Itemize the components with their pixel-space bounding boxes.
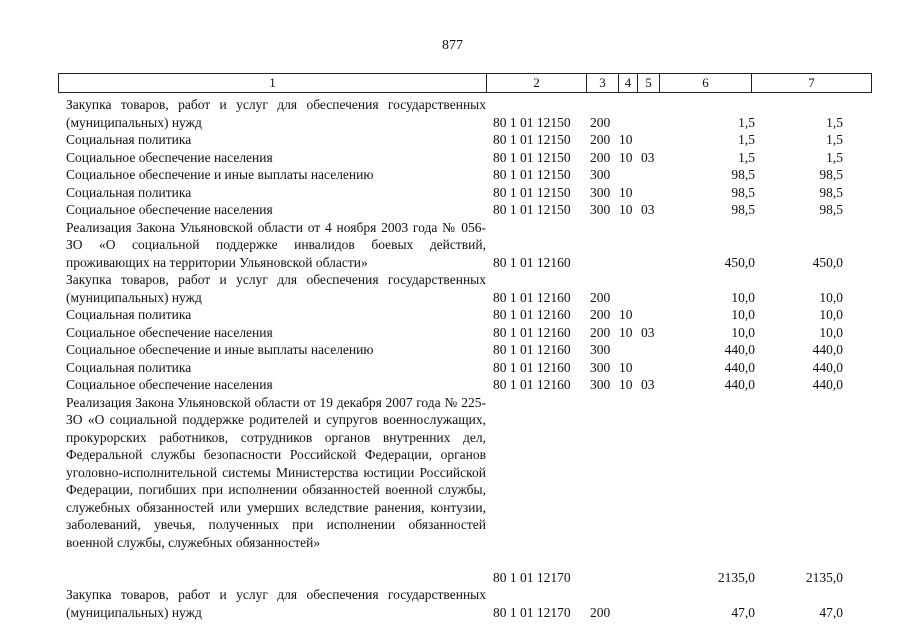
row-value-6: 98,5 — [731, 202, 755, 217]
row-name: Реализация Закона Ульяновской области от 4 ноября 2003 года № 056-ЗО «О социальной поддержке инвалидов боевых действий, проживающих на территории Ульяновской области» — [66, 219, 486, 270]
row-col-4: 10 — [619, 359, 633, 375]
row-name: Социальная политика — [66, 184, 192, 200]
row-value-6: 10,0 — [731, 289, 755, 305]
row-name: Социальное обеспечение населения — [66, 377, 273, 392]
row-value-7: 440,0 — [812, 359, 843, 375]
row-col-4: 10 — [619, 132, 633, 147]
row-value-7: 98,5 — [819, 202, 843, 217]
row-code: 80 1 01 12170 — [493, 604, 571, 620]
row-col-3: 200 — [590, 132, 611, 147]
row-code: 80 1 01 12160 — [493, 342, 571, 357]
row-value-6: 440,0 — [724, 342, 755, 357]
row-code: 80 1 01 12150 — [493, 202, 571, 217]
row-value-6: 98,5 — [731, 167, 755, 182]
row-col-3: 300 — [590, 342, 611, 357]
row-col-3: 200 — [590, 324, 611, 340]
row-code: 80 1 01 12160 — [493, 324, 571, 340]
table-row — [0, 324, 905, 342]
row-value-7: 440,0 — [812, 377, 843, 392]
row-code: 80 1 01 12160 — [493, 289, 571, 305]
row-value-6: 2135,0 — [717, 569, 755, 585]
row-col-3: 200 — [590, 307, 611, 322]
row-name: Социальная политика — [66, 359, 192, 375]
table-row — [0, 359, 905, 377]
row-value-6: 1,5 — [738, 149, 755, 165]
row-code: 80 1 01 12160 — [493, 359, 571, 375]
row-col-3: 300 — [590, 167, 611, 182]
row-name: Социальное обеспечение населения — [66, 202, 273, 217]
row-col-3: 200 — [590, 114, 611, 130]
row-value-7: 10,0 — [819, 307, 843, 322]
row-code: 80 1 01 12150 — [493, 114, 571, 130]
row-code: 80 1 01 12160 — [493, 254, 571, 270]
row-name: Закупка товаров, работ и услуг для обеспечения государственных (муниципальных) нужд — [66, 97, 486, 130]
row-value-7: 1,5 — [826, 132, 843, 147]
row-value-6: 450,0 — [724, 254, 755, 270]
row-value-6: 440,0 — [724, 377, 755, 392]
row-col-3: 300 — [590, 377, 611, 392]
row-value-7: 1,5 — [826, 149, 843, 165]
header-col-5: 5 — [637, 74, 659, 92]
row-value-7: 47,0 — [819, 604, 843, 620]
table-row — [0, 394, 905, 587]
table-body — [0, 96, 905, 621]
row-code: 80 1 01 12150 — [493, 149, 571, 165]
row-name: Социальное обеспечение населения — [66, 324, 273, 340]
row-col-3: 200 — [590, 604, 611, 620]
row-col-5: 03 — [641, 377, 655, 392]
row-col-3: 200 — [590, 149, 611, 165]
table-row — [0, 271, 905, 306]
table-row — [0, 201, 905, 219]
row-value-7: 450,0 — [812, 254, 843, 270]
row-value-7: 98,5 — [819, 167, 843, 182]
row-name: Закупка товаров, работ и услуг для обеспечения государственных (муниципальных) нужд — [66, 587, 486, 620]
row-col-4: 10 — [619, 202, 633, 217]
table-row — [0, 586, 905, 621]
table-row — [0, 184, 905, 202]
row-col-5: 03 — [641, 149, 655, 165]
row-value-7: 440,0 — [812, 342, 843, 357]
row-code: 80 1 01 12170 — [493, 569, 571, 585]
table-row — [0, 131, 905, 149]
row-value-7: 1,5 — [826, 114, 843, 130]
header-col-7: 7 — [751, 74, 871, 92]
row-col-5: 03 — [641, 324, 655, 340]
row-col-3: 300 — [590, 184, 611, 200]
row-col-5: 03 — [641, 202, 655, 217]
row-value-6: 10,0 — [731, 307, 755, 322]
table-row — [0, 306, 905, 324]
row-value-6: 1,5 — [738, 132, 755, 147]
row-name: Социальное обеспечение населения — [66, 149, 273, 165]
row-col-3: 300 — [590, 202, 611, 217]
row-value-6: 98,5 — [731, 184, 755, 200]
row-name: Закупка товаров, работ и услуг для обеспечения государственных (муниципальных) нужд — [66, 272, 486, 305]
header-col-2: 2 — [486, 74, 586, 92]
page-number: 877 — [442, 38, 463, 53]
table-row — [0, 376, 905, 394]
row-col-4: 10 — [619, 184, 633, 200]
row-value-7: 10,0 — [819, 289, 843, 305]
row-col-3: 200 — [590, 289, 611, 305]
row-value-7: 2135,0 — [805, 569, 843, 585]
row-name: Социальная политика — [66, 307, 192, 322]
header-col-4: 4 — [618, 74, 637, 92]
row-code: 80 1 01 12160 — [493, 377, 571, 392]
row-col-4: 10 — [619, 149, 633, 165]
table-row — [0, 149, 905, 167]
row-col-4: 10 — [619, 324, 633, 340]
row-value-6: 440,0 — [724, 359, 755, 375]
row-code: 80 1 01 12150 — [493, 184, 571, 200]
row-value-7: 98,5 — [819, 184, 843, 200]
row-value-7: 10,0 — [819, 324, 843, 340]
header-col-1: 1 — [269, 75, 276, 90]
row-code: 80 1 01 12150 — [493, 167, 571, 182]
row-code: 80 1 01 12150 — [493, 132, 571, 147]
row-name: Реализация Закона Ульяновской области от 19 декабря 2007 года № 225-ЗО «О социальной поддержке родителей и супругов военнослужащих, прокурорских работников, сотрудников органов внутренних дел, Федеральной службы безопасности Российской Федерации, органов уголовно-исполнительной системы Министерства юстиции Российской Федерации, погибших при исполнении обязанностей военной службы, служебных обязанностей или умерших вследствие ранения, контузии, заболеваний, увечья, полученных при исполнении обязанностей военной службы, служебных обязанностей» — [66, 394, 486, 550]
table-row — [0, 219, 905, 272]
row-name: Социальное обеспечение и иные выплаты населению — [66, 342, 374, 357]
header-col-6: 6 — [659, 74, 751, 92]
row-value-6: 10,0 — [731, 324, 755, 340]
row-value-6: 47,0 — [731, 604, 755, 620]
row-col-3: 300 — [590, 359, 611, 375]
row-col-4: 10 — [619, 377, 633, 392]
header-col-3: 3 — [586, 74, 618, 92]
row-col-4: 10 — [619, 307, 633, 322]
row-name: Социальное обеспечение и иные выплаты населению — [66, 167, 374, 182]
table-header — [58, 73, 872, 93]
table-row — [0, 96, 905, 131]
row-name: Социальная политика — [66, 132, 192, 147]
row-code: 80 1 01 12160 — [493, 307, 571, 322]
table-row — [0, 341, 905, 359]
table-row — [0, 166, 905, 184]
row-value-6: 1,5 — [738, 114, 755, 130]
